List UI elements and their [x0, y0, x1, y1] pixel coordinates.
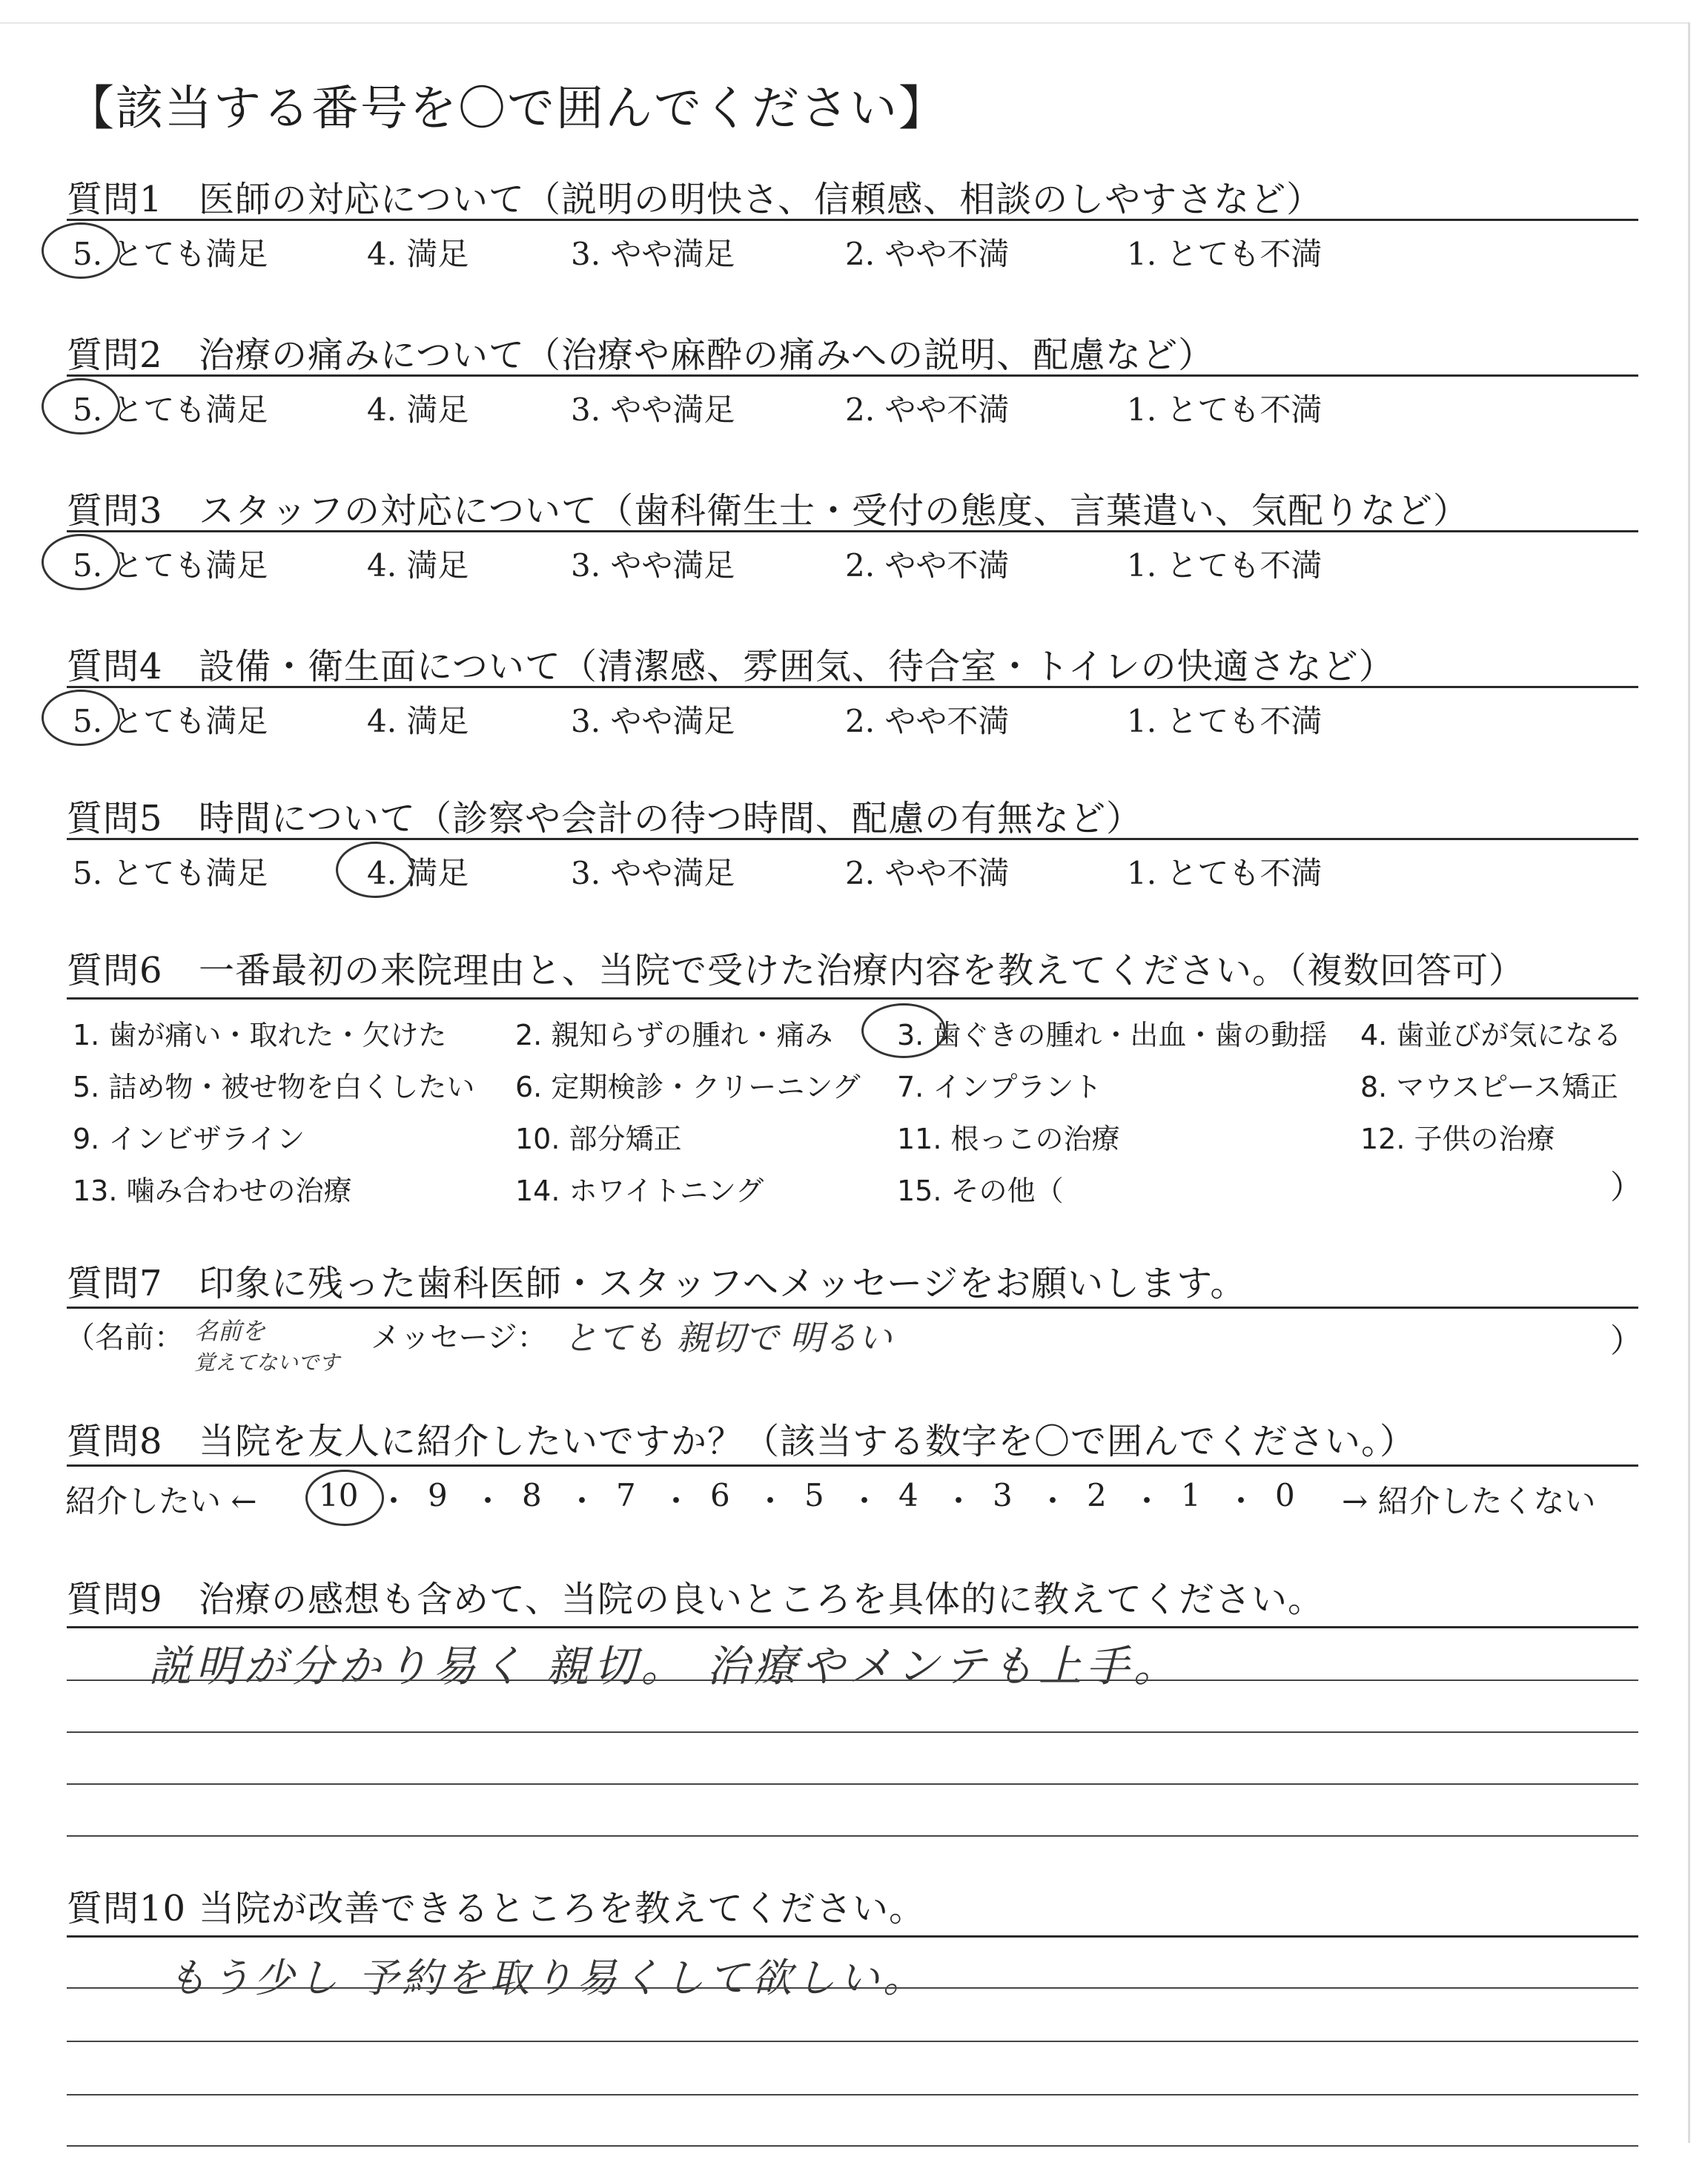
q5-option-4[interactable]: 4. 満足	[367, 855, 469, 891]
q2-rule	[67, 374, 1638, 377]
q8-scale-separator: ・	[566, 1483, 598, 1519]
q4-answer-circle	[42, 690, 120, 746]
q8-number: 質問8	[67, 1421, 163, 1462]
q8-scale-4[interactable]: 4	[898, 1477, 918, 1513]
q8-scale-separator: ・	[755, 1483, 787, 1519]
q10-number: 質問10	[67, 1888, 187, 1929]
q8-scale-7[interactable]: 7	[616, 1477, 636, 1513]
q9-rule-4	[67, 1783, 1638, 1785]
q10-answer-handwritten: もう少し 予約を取り易くして欲しい。	[167, 1955, 927, 2001]
q8-scale-9[interactable]: 9	[428, 1477, 448, 1513]
q8-scale-separator: ・	[1037, 1483, 1069, 1519]
q10-rule-2	[67, 1987, 1638, 1989]
q2-text: 治療の痛みについて（治療や麻酔の痛みへの説明、配慮など）	[199, 334, 1215, 376]
q1-option-3[interactable]: 3. やや満足	[571, 236, 735, 272]
q6-option-6[interactable]: 6. 定期検診・クリーニング	[515, 1071, 861, 1103]
q2-option-2[interactable]: 2. やや不満	[845, 392, 1010, 428]
q5-number: 質問5	[67, 798, 163, 839]
q6-option-3[interactable]: 3. 歯ぐきの腫れ・出血・歯の動揺	[897, 1019, 1328, 1051]
q1-rule	[67, 219, 1638, 221]
q4-text: 設備・衛生面について（清潔感、雰囲気、待合室・トイレの快適さなど）	[199, 646, 1395, 687]
q6-text: 一番最初の来院理由と、当院で受けた治療内容を教えてください。（複数回答可）	[199, 950, 1526, 991]
q7-message-label: メッセージ：	[371, 1321, 547, 1355]
q3-option-4[interactable]: 4. 満足	[367, 547, 469, 584]
q2-option-1[interactable]: 1. とても不満	[1127, 392, 1323, 428]
form-header: 【該当する番号を〇で囲んでください】	[67, 82, 947, 136]
q8-scale-3[interactable]: 3	[993, 1477, 1013, 1513]
q9-rule-3	[67, 1731, 1638, 1733]
q1-option-1[interactable]: 1. とても不満	[1127, 236, 1323, 272]
q6-option-12[interactable]: 12. 子供の治療	[1360, 1123, 1555, 1155]
q10-rule-4	[67, 2094, 1638, 2095]
q2-option-3[interactable]: 3. やや満足	[571, 392, 735, 428]
q6-option-14[interactable]: 14. ホワイトニング	[515, 1175, 764, 1207]
q7-name-handwritten-1: 名前を	[194, 1317, 266, 1345]
q3-number: 質問3	[67, 490, 163, 532]
q8-left-label: 紹介したい ←	[65, 1483, 257, 1519]
q8-scale-1[interactable]: 1	[1181, 1477, 1201, 1513]
q4-option-5[interactable]: 5. とても満足	[73, 703, 268, 739]
q4-title	[67, 638, 1395, 689]
q3-option-5[interactable]: 5. とても満足	[73, 547, 268, 584]
q1-number: 質問1	[67, 179, 163, 220]
q3-option-2[interactable]: 2. やや不満	[845, 547, 1010, 584]
q6-option-1[interactable]: 1. 歯が痛い・取れた・欠けた	[73, 1019, 447, 1051]
q6-option-15[interactable]: 15. その他（	[897, 1175, 1064, 1207]
q5-option-5[interactable]: 5. とても満足	[73, 855, 268, 891]
q8-scale-0[interactable]: 0	[1275, 1477, 1295, 1513]
q6-option-10[interactable]: 10. 部分矯正	[515, 1123, 682, 1155]
q1-option-2[interactable]: 2. やや不満	[845, 236, 1010, 272]
q8-scale-separator: ・	[1131, 1483, 1163, 1519]
q6-option-2[interactable]: 2. 親知らずの腫れ・痛み	[515, 1019, 833, 1051]
q6-title	[67, 942, 1525, 993]
q5-option-3[interactable]: 3. やや満足	[571, 855, 735, 891]
q10-rule-3	[67, 2041, 1638, 2042]
q4-option-4[interactable]: 4. 満足	[367, 703, 469, 739]
q5-title	[67, 790, 1142, 841]
q5-rule	[67, 838, 1638, 840]
q8-scale-separator: ・	[943, 1483, 975, 1519]
q6-option-8[interactable]: 8. マウスピース矯正	[1360, 1071, 1618, 1103]
q8-scale-separator: ・	[661, 1483, 692, 1519]
q9-answer-handwritten: 説明が分かり易く 親切。 治療やメンテも上手。	[148, 1641, 1181, 1691]
q1-title	[67, 171, 1323, 222]
q7-title	[67, 1255, 1246, 1306]
q9-number: 質問9	[67, 1579, 163, 1620]
q8-right-label: → 紹介したくない	[1342, 1483, 1596, 1519]
q8-answer-circle	[305, 1470, 384, 1526]
q4-option-2[interactable]: 2. やや不満	[845, 703, 1010, 739]
q7-text: 印象に残った歯科医師・スタッフへメッセージをお願いします。	[199, 1263, 1247, 1304]
q8-scale-separator: ・	[849, 1483, 881, 1519]
q8-scale-2[interactable]: 2	[1087, 1477, 1107, 1513]
q9-title	[67, 1571, 1324, 1622]
q8-scale-6[interactable]: 6	[710, 1477, 730, 1513]
q7-name-handwritten-2: 覚えてないです	[194, 1350, 340, 1375]
q10-text: 当院が改善できるところを教えてください。	[199, 1888, 926, 1929]
q3-text: スタッフの対応について（歯科衛生士・受付の態度、言葉遣い、気配りなど）	[199, 490, 1470, 532]
q2-number: 質問2	[67, 334, 163, 376]
q10-rule-1	[67, 1935, 1638, 1938]
q3-option-1[interactable]: 1. とても不満	[1127, 547, 1323, 584]
q3-option-3[interactable]: 3. やや満足	[571, 547, 735, 584]
q4-number: 質問4	[67, 646, 163, 687]
q9-rule-1	[67, 1626, 1638, 1628]
q9-text: 治療の感想も含めて、当院の良いところを具体的に教えてください。	[199, 1579, 1325, 1620]
q7-message-handwritten: とても 親切で 明るい	[563, 1318, 893, 1358]
q8-scale-separator: ・	[378, 1483, 410, 1519]
q7-close-paren: ）	[1610, 1322, 1643, 1360]
q8-scale-8[interactable]: 8	[522, 1477, 542, 1513]
q4-rule	[67, 686, 1638, 688]
q8-rule	[67, 1464, 1638, 1467]
q2-answer-circle	[42, 378, 120, 435]
q2-option-5[interactable]: 5. とても満足	[73, 392, 268, 428]
q5-option-2[interactable]: 2. やや不満	[845, 855, 1010, 891]
q1-option-5[interactable]: 5. とても満足	[73, 236, 268, 272]
q8-scale-5[interactable]: 5	[804, 1477, 824, 1513]
q6-option-9[interactable]: 9. インビザライン	[73, 1123, 305, 1155]
q4-option-1[interactable]: 1. とても不満	[1127, 703, 1323, 739]
q8-scale-separator: ・	[1225, 1483, 1257, 1519]
scan-edge-top	[0, 22, 1690, 24]
q5-option-1[interactable]: 1. とても不満	[1127, 855, 1323, 891]
q1-option-4[interactable]: 4. 満足	[367, 236, 469, 272]
q6-rule	[67, 997, 1638, 1000]
q9-rule-5	[67, 1835, 1638, 1837]
q5-text: 時間について（診察や会計の待つ時間、配慮の有無など）	[199, 798, 1143, 839]
q6-option-5[interactable]: 5. 詰め物・被せ物を白くしたい	[73, 1071, 475, 1103]
q5-answer-circle	[336, 842, 414, 898]
q8-scale-10[interactable]: 10	[319, 1477, 359, 1513]
q6-option-7[interactable]: 7. インプラント	[897, 1071, 1102, 1103]
q8-title	[67, 1413, 1416, 1464]
q2-option-4[interactable]: 4. 満足	[367, 392, 469, 428]
q6-option-11[interactable]: 11. 根っこの治療	[897, 1123, 1120, 1155]
q8-scale-separator: ・	[472, 1483, 504, 1519]
q7-number: 質問7	[67, 1263, 163, 1304]
q1-answer-circle	[42, 222, 120, 279]
q6-number: 質問6	[67, 950, 163, 991]
q7-rule	[67, 1307, 1638, 1309]
q10-title	[67, 1880, 925, 1931]
q6-answer-circle	[861, 1003, 946, 1058]
q6-option-4[interactable]: 4. 歯並びが気になる	[1360, 1019, 1622, 1051]
q6-option-13[interactable]: 13. 噛み合わせの治療	[73, 1175, 352, 1207]
q3-rule	[67, 530, 1638, 532]
q4-option-3[interactable]: 3. やや満足	[571, 703, 735, 739]
q1-text: 医師の対応について（説明の明快さ、信頼感、相談のしやすさなど）	[199, 179, 1323, 220]
q10-rule-5	[67, 2145, 1638, 2147]
q7-name-label: （名前：	[65, 1321, 184, 1355]
q2-title	[67, 326, 1214, 377]
q3-answer-circle	[42, 534, 120, 590]
q6-close-paren: ）	[1610, 1169, 1643, 1206]
q3-title	[67, 482, 1469, 533]
q9-rule-2	[67, 1680, 1638, 1681]
q8-text: 当院を友人に紹介したいですか？（該当する数字を〇で囲んでください。）	[199, 1421, 1417, 1462]
scan-edge-right	[1688, 22, 1690, 2143]
